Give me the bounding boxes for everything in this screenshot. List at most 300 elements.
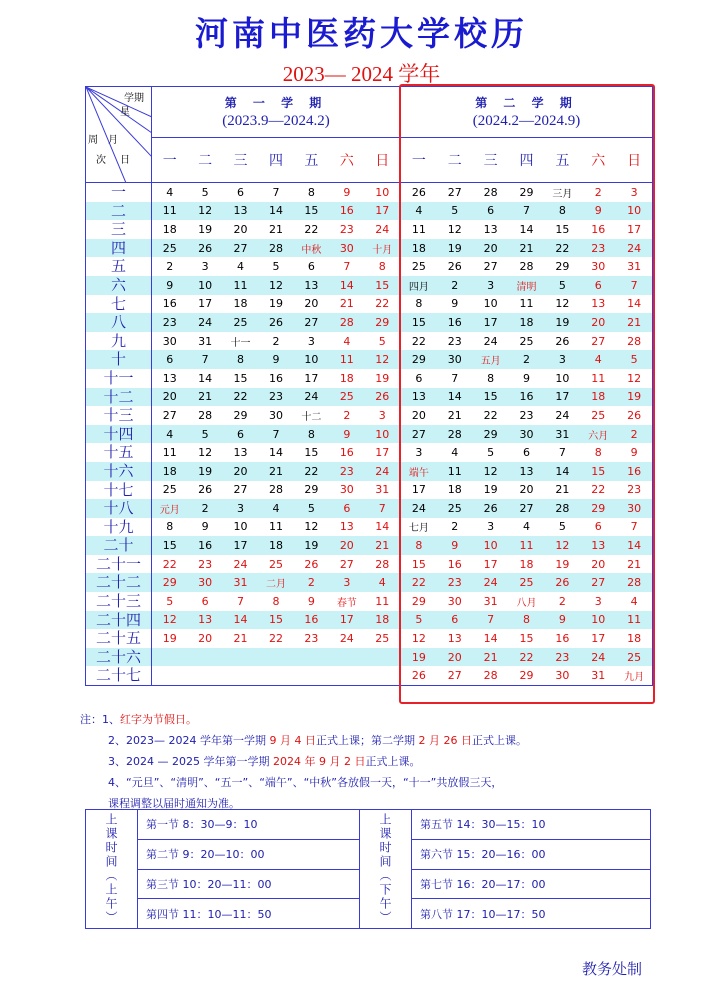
week-number: 十五: [103, 443, 134, 462]
date-cell: 2: [307, 576, 315, 590]
date-cell: 9: [451, 539, 459, 553]
date-cell: 8: [487, 371, 495, 385]
date-row: [401, 276, 652, 295]
date-cell: 22: [591, 483, 606, 497]
date-cell: 23: [627, 483, 642, 497]
date-cell: 21: [339, 297, 354, 311]
date-cell: 12: [411, 632, 426, 646]
date-cell: 15: [555, 222, 570, 236]
date-cell: 7: [487, 613, 495, 627]
date-cell: 10: [627, 204, 642, 218]
date-cell: 12: [627, 371, 642, 385]
date-cell: 14: [268, 446, 283, 460]
date-cell: 25: [411, 260, 426, 274]
week-number: 十四: [86, 425, 151, 444]
date-cell: 15: [519, 632, 534, 646]
week-number: 十二: [86, 388, 151, 407]
date-cell: 13: [162, 371, 177, 385]
week-number: 四: [86, 239, 151, 258]
date-cell: 14: [268, 204, 283, 218]
note-2-c: 正式上课；第二学期: [315, 734, 419, 747]
date-cell: 27: [233, 241, 248, 255]
weekday-label: 日: [627, 153, 642, 169]
period-3: 第三节 10：20—11：00: [138, 869, 360, 899]
date-cell: 春节: [336, 597, 357, 609]
date-cell: 29: [304, 483, 319, 497]
semester1-label: 第 一 学 期: [224, 96, 328, 110]
date-cell: 14: [627, 539, 642, 553]
date-cell: 8: [415, 297, 423, 311]
date-cell: 6: [307, 260, 315, 274]
date-cell: 7: [558, 446, 566, 460]
date-cell: 19: [375, 371, 390, 385]
date-cell: 12: [268, 278, 283, 292]
date-cell: 17: [591, 632, 606, 646]
date-cell: 6: [201, 594, 209, 608]
date-cell: 18: [627, 632, 642, 646]
date-cell: 22: [304, 222, 319, 236]
date-cell: 27: [447, 185, 462, 199]
date-cell: 16: [447, 315, 462, 329]
date-cell: 2: [343, 408, 351, 422]
date-cell: 22: [519, 650, 534, 664]
date-row: [401, 481, 652, 500]
date-cell: 17: [375, 446, 390, 460]
date-cell: 26: [375, 390, 390, 404]
date-cell: 8: [415, 539, 423, 553]
week-number: 十: [86, 350, 151, 369]
date-cell: 5: [201, 427, 209, 441]
date-cell: 9: [558, 613, 566, 627]
date-cell: 15: [591, 464, 606, 478]
date-cell: 3: [415, 446, 423, 460]
date-row: [401, 499, 652, 518]
date-row: [401, 406, 652, 425]
note-2-a: 2、2023— 2024 学年第一学期: [108, 734, 270, 747]
weekday-label: 二: [447, 153, 462, 169]
date-cell: 24: [555, 408, 570, 422]
week-number: 二十: [86, 536, 151, 555]
date-row: [152, 239, 400, 258]
date-cell: 23: [591, 241, 606, 255]
date-cell: 2: [166, 260, 174, 274]
date-cell: 13: [483, 222, 498, 236]
date-cell: 20: [591, 315, 606, 329]
date-cell: 29: [591, 501, 606, 515]
period-2: 第二节 9：20—10：00: [138, 839, 360, 869]
note-1-num: 1、: [102, 713, 120, 726]
date-row: [152, 443, 400, 462]
corner-label-semester: 学期: [124, 93, 144, 104]
date-cell: 26: [483, 501, 498, 515]
date-row: [401, 183, 652, 202]
date-row: [401, 350, 652, 369]
date-cell: 29: [411, 353, 426, 367]
date-cell: 26: [411, 185, 426, 199]
date-cell: 2: [451, 520, 459, 534]
date-cell: 26: [198, 483, 213, 497]
date-cell: 11: [411, 222, 426, 236]
date-cell: 12: [304, 520, 319, 534]
date-row: [152, 257, 400, 276]
date-cell: 16: [268, 371, 283, 385]
date-cell: 19: [555, 557, 570, 571]
note-2: [80, 730, 680, 751]
week-number: 九: [110, 331, 126, 350]
period-7: 第七节 16：20—17：00: [412, 869, 651, 899]
note-4: 4、“元旦”、“清明”、“五一”、“端午”、“中秋”各放假一天，“十一”共放假三天，: [108, 776, 503, 789]
date-cell: 4: [451, 446, 459, 460]
week-number: 二: [86, 202, 151, 221]
date-cell: 13: [591, 539, 606, 553]
date-cell: 15: [375, 278, 390, 292]
date-cell: 9: [523, 371, 530, 385]
date-cell: 25: [591, 408, 606, 422]
date-cell: 28: [339, 315, 354, 329]
date-cell: 三月: [552, 188, 573, 200]
date-cell: 5: [451, 204, 459, 218]
week-number: 七: [110, 294, 126, 313]
date-cell: 9: [451, 297, 459, 311]
note-3-a: 3、2024 — 2025 学年第一学期: [108, 755, 273, 768]
date-cell: 27: [411, 427, 426, 441]
date-cell: 15: [233, 371, 248, 385]
date-cell: 14: [519, 222, 534, 236]
date-cell: 28: [627, 576, 642, 590]
date-row: [152, 332, 400, 351]
date-cell: 18: [519, 557, 534, 571]
page-title: 河南中医药大学校历: [195, 14, 528, 53]
date-row: [401, 257, 652, 276]
date-row: [152, 425, 400, 444]
week-number-column: [86, 183, 152, 686]
semester2-weekday-header: [401, 138, 653, 183]
date-cell: 29: [483, 427, 498, 441]
date-cell: 13: [591, 297, 606, 311]
date-cell: 8: [378, 260, 386, 274]
date-cell: 17: [627, 222, 642, 236]
week-number: 十一: [103, 368, 134, 387]
weekday-label: 三: [233, 153, 248, 169]
date-cell: 30: [591, 260, 606, 274]
date-cell: 6: [237, 185, 245, 199]
date-row: [152, 648, 400, 667]
date-cell: 18: [591, 390, 606, 404]
date-cell: 24: [627, 241, 642, 255]
date-row: [401, 573, 652, 592]
date-row: [152, 573, 400, 592]
weekday-label: 六: [339, 153, 354, 169]
date-cell: 4: [343, 334, 351, 348]
date-cell: 九月: [624, 672, 645, 684]
date-cell: 5: [415, 613, 423, 627]
date-row: [401, 239, 652, 258]
date-cell: 20: [447, 650, 462, 664]
date-cell: 29: [519, 669, 534, 683]
date-cell: 23: [555, 650, 570, 664]
date-cell: 26: [268, 315, 283, 329]
date-cell: 4: [166, 427, 174, 441]
date-cell: 五月: [480, 356, 501, 368]
date-cell: 20: [162, 390, 177, 404]
date-cell: 16: [339, 446, 354, 460]
date-cell: 25: [162, 483, 177, 497]
date-cell: 6: [594, 278, 602, 292]
date-cell: 16: [304, 613, 319, 627]
date-cell: 27: [304, 315, 319, 329]
date-cell: 18: [162, 464, 177, 478]
date-cell: 18: [339, 371, 354, 385]
date-cell: 13: [198, 613, 213, 627]
date-row: [401, 518, 652, 537]
date-cell: 3: [237, 501, 245, 515]
date-cell: 19: [483, 483, 498, 497]
date-cell: 5: [630, 353, 638, 367]
date-cell: 18: [268, 539, 283, 553]
date-cell: 13: [233, 204, 248, 218]
date-cell: 14: [233, 613, 248, 627]
date-row: [401, 443, 652, 462]
date-row: [152, 536, 400, 555]
date-cell: 2: [594, 185, 602, 199]
date-cell: 六月: [588, 430, 609, 442]
date-cell: 24: [339, 632, 354, 646]
corner-label-ordinal: 次: [96, 155, 106, 166]
date-cell: 6: [523, 446, 530, 460]
date-cell: 25: [339, 390, 354, 404]
date-cell: 22: [411, 334, 426, 348]
date-cell: 31: [555, 427, 570, 441]
date-cell: 18: [375, 613, 390, 627]
date-row: [152, 666, 400, 685]
date-cell: 9: [343, 185, 351, 199]
date-cell: 9: [307, 594, 315, 608]
date-cell: 14: [339, 278, 354, 292]
date-cell: 21: [555, 483, 570, 497]
date-cell: 十一: [230, 337, 251, 349]
date-cell: 25: [519, 334, 534, 348]
date-cell: 2: [523, 353, 530, 367]
date-cell: 13: [447, 632, 462, 646]
date-cell: 5: [166, 594, 174, 608]
date-cell: 29: [162, 576, 177, 590]
weekday-label: 六: [591, 153, 606, 169]
date-cell: 9: [201, 520, 209, 534]
date-cell: 26: [555, 576, 570, 590]
date-cell: 3: [307, 334, 315, 348]
date-cell: 6: [451, 613, 459, 627]
date-cell: 23: [447, 334, 462, 348]
period-6: 第六节 15：20—16：00: [412, 839, 651, 869]
date-cell: 17: [411, 483, 426, 497]
date-cell: 11: [339, 353, 354, 367]
date-cell: 31: [233, 576, 248, 590]
date-cell: 20: [411, 408, 426, 422]
date-cell: 2: [630, 427, 638, 441]
date-cell: 23: [304, 632, 319, 646]
date-cell: 24: [304, 390, 319, 404]
date-cell: 20: [339, 539, 354, 553]
date-cell: 18: [233, 297, 248, 311]
date-cell: 8: [558, 204, 566, 218]
date-cell: 10: [198, 278, 213, 292]
date-cell: 14: [447, 390, 462, 404]
date-cell: 15: [411, 315, 426, 329]
date-cell: 28: [483, 185, 498, 199]
date-row: [401, 611, 652, 630]
date-cell: 4: [237, 260, 245, 274]
date-cell: 3: [201, 260, 209, 274]
date-cell: 7: [451, 371, 459, 385]
date-cell: 11: [519, 539, 534, 553]
date-cell: 9: [272, 353, 280, 367]
date-cell: 2: [558, 594, 566, 608]
week-number: 十六: [86, 462, 151, 481]
date-row: [401, 313, 652, 332]
date-cell: 26: [555, 334, 570, 348]
date-cell: 26: [198, 241, 213, 255]
note-1: [80, 709, 680, 730]
date-cell: 5: [201, 185, 209, 199]
date-cell: 27: [233, 483, 248, 497]
weekday-label: 一: [411, 153, 426, 169]
week-number: 十九: [103, 517, 134, 536]
date-row: [401, 536, 652, 555]
date-cell: 21: [519, 241, 534, 255]
date-row: [152, 276, 400, 295]
date-cell: 17: [483, 315, 498, 329]
date-cell: 10: [375, 427, 390, 441]
date-cell: 25: [519, 576, 534, 590]
semester1-weekday-header: [152, 138, 401, 183]
note-1-text: 红字为节假日。: [120, 713, 197, 726]
date-cell: 27: [591, 334, 606, 348]
date-cell: 12: [483, 464, 498, 478]
date-row: [152, 629, 400, 648]
date-cell: 30: [555, 669, 570, 683]
week-number: 十三: [103, 406, 134, 425]
date-row: [152, 406, 400, 425]
date-cell: 26: [447, 260, 462, 274]
date-cell: 11: [375, 594, 390, 608]
date-cell: 15: [411, 557, 426, 571]
date-row: [401, 425, 652, 444]
date-row: [401, 629, 652, 648]
date-cell: 5: [487, 446, 495, 460]
corner-label-weekday: 星: [120, 107, 130, 118]
date-cell: 14: [627, 297, 642, 311]
date-cell: 24: [483, 334, 498, 348]
calendar-table: [85, 86, 653, 686]
date-cell: 7: [201, 353, 209, 367]
date-cell: 25: [162, 241, 177, 255]
date-cell: 8: [307, 427, 315, 441]
date-cell: 19: [304, 539, 319, 553]
date-cell: 28: [555, 501, 570, 515]
date-cell: 29: [233, 408, 248, 422]
weekday-label: 日: [375, 153, 390, 169]
week-number: 二十四: [86, 611, 151, 630]
note-3-c: 正式上课。: [365, 755, 421, 768]
academic-year-subtitle: 2023— 2024 学年: [282, 62, 441, 86]
date-cell: 20: [304, 297, 319, 311]
date-cell: 29: [411, 594, 426, 608]
date-cell: 8: [523, 613, 530, 627]
morning-label: 上课时间（上午）: [86, 810, 138, 929]
date-cell: 5: [272, 260, 280, 274]
date-cell: 25: [447, 501, 462, 515]
date-cell: 七月: [408, 523, 429, 535]
date-cell: 31: [627, 260, 642, 274]
weekday-label: 五: [555, 153, 570, 169]
date-cell: 23: [447, 576, 462, 590]
date-cell: 16: [555, 632, 570, 646]
date-cell: 13: [233, 446, 248, 460]
date-cell: 19: [162, 632, 177, 646]
date-cell: 中秋: [301, 244, 322, 256]
date-row: [401, 388, 652, 407]
date-cell: 23: [339, 222, 354, 236]
date-cell: 30: [627, 501, 642, 515]
date-cell: 15: [268, 613, 283, 627]
date-cell: 8: [307, 185, 315, 199]
semester1-header: [152, 87, 401, 138]
date-cell: 20: [233, 222, 248, 236]
date-cell: 25: [627, 650, 642, 664]
date-cell: 10: [233, 520, 248, 534]
date-cell: 22: [304, 464, 319, 478]
date-cell: 4: [523, 520, 530, 534]
date-cell: 5: [558, 278, 566, 292]
date-cell: 20: [233, 464, 248, 478]
date-cell: 6: [166, 353, 174, 367]
semester1-dates: [152, 183, 401, 686]
date-cell: 16: [339, 204, 354, 218]
semester2-dates: [401, 183, 653, 686]
date-cell: 29: [519, 185, 534, 199]
date-cell: 21: [233, 632, 248, 646]
date-row: [401, 666, 652, 685]
date-row: [152, 313, 400, 332]
date-cell: 19: [555, 315, 570, 329]
date-cell: 8: [166, 520, 174, 534]
date-cell: 30: [447, 353, 462, 367]
date-cell: 7: [272, 427, 280, 441]
date-cell: 8: [237, 353, 245, 367]
date-row: [152, 481, 400, 500]
date-cell: 4: [630, 594, 638, 608]
note-2-date1: 9 月 4 日: [269, 734, 316, 747]
date-cell: 30: [447, 594, 462, 608]
date-cell: 7: [523, 204, 530, 218]
date-cell: 22: [411, 576, 426, 590]
date-cell: 15: [162, 539, 177, 553]
date-cell: 12: [555, 297, 570, 311]
date-cell: 23: [519, 408, 534, 422]
date-cell: 10: [483, 539, 498, 553]
date-cell: 10: [375, 185, 390, 199]
date-cell: 22: [233, 390, 248, 404]
date-cell: 19: [447, 241, 462, 255]
date-cell: 3: [630, 185, 638, 199]
date-cell: 22: [162, 557, 177, 571]
date-row: [401, 462, 652, 481]
weekday-label: 二: [198, 153, 213, 169]
date-cell: 4: [378, 576, 386, 590]
date-cell: 19: [268, 297, 283, 311]
date-row: [152, 518, 400, 537]
date-cell: 端午: [408, 467, 429, 479]
